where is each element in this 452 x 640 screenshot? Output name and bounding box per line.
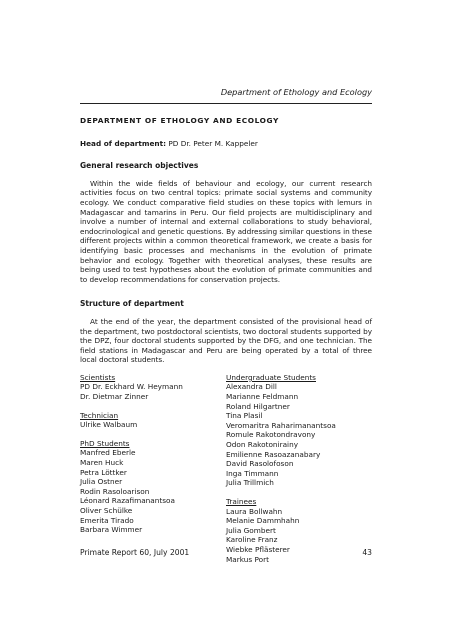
section-title: DEPARTMENT OF ETHOLOGY AND ECOLOGY: [80, 116, 280, 125]
staff-group-title: Undergraduate Students: [226, 372, 316, 382]
staff-member: Dr. Dietmar Zinner: [80, 392, 149, 402]
staff-member: Odon Rakotonirainy: [226, 440, 299, 450]
staff-member: Laura Bollwahn: [226, 506, 283, 516]
page-content: [80, 110, 372, 573]
staff-member: Petra Löttker: [80, 467, 127, 477]
staff-member: Rodin Rasoloarison: [80, 486, 150, 496]
staff-member: Maren Huck: [80, 458, 124, 468]
staff-member: Manfred Eberle: [80, 448, 136, 458]
staff-group: [226, 373, 372, 488]
objectives-heading: General research objectives: [80, 161, 199, 171]
staff-member: Emilienne Rasoazanabary: [226, 449, 321, 459]
staff-left-column: [80, 373, 226, 573]
staff-member: Léonard Razafimanantsoa: [80, 496, 175, 506]
structure-paragraph: At the end of the year, the department consisted of the provisional head of the department, two postdoctoral scientists, two doctoral students supported by the DPZ, four doctoral students supported by the DFG, and one technician. The field stations in Madagascar and Peru are being operated by a total of three local doctoral students.: [80, 316, 372, 365]
staff-member: Julia Trillmich: [226, 478, 274, 488]
staff-member: Alexandra Dill: [226, 382, 277, 392]
page-footer: [80, 548, 372, 557]
staff-group-title: PhD Students: [80, 438, 130, 448]
head-label: Head of department:: [80, 138, 167, 148]
staff-group: [80, 439, 226, 535]
staff-member: Marianne Feldmann: [226, 392, 299, 402]
staff-member: Julia Gombert: [226, 525, 276, 535]
staff-member: Ulrike Walbaum: [80, 420, 138, 430]
staff-member: Melanie Dammhahn: [226, 516, 300, 526]
staff-group-title: Scientists: [80, 372, 116, 382]
structure-heading: Structure of department: [80, 299, 184, 309]
staff-member: Karoline Franz: [226, 535, 278, 545]
staff-group-title: Technician: [80, 410, 119, 420]
header-rule: [80, 103, 372, 104]
staff-member: Markus Port: [226, 554, 269, 564]
staff-member: Roland Hilgartner: [226, 401, 290, 411]
staff-member: Inga Timmann: [226, 468, 279, 478]
staff-member: Oliver Schülke: [80, 506, 133, 515]
staff-member: PD Dr. Eckhard W. Heymann: [80, 382, 183, 392]
objectives-paragraph: Within the wide fields of behaviour and ecology, our current research activities focus on two central topics: primate social systems and community ecology. We conduct comparative field studies on these topics with lemurs in Madagascar and tamarins in Peru. Our field projects are multidisciplinary and involve a number of internal and external collaborations to study behavioral, endocrinological and genetic questions. By addressing similar questions in these different projects within a common theoretical framework, we create a basis for identifying basic processes and mechanisms in the evolution of primate behavior and ecology. Together with theoretical analyses, these results are being used to test hypotheses about the evolution of primate communities and to develop recommendations for conservation projects.: [80, 178, 372, 284]
staff-member: Tina Plasil: [226, 411, 263, 421]
running-head: Department of Ethology and Ecology: [220, 87, 372, 97]
staff-member: Emerita Tirado: [80, 515, 134, 525]
page-number: 43: [362, 548, 372, 557]
footer-publication: Primate Report 60, July 2001: [80, 548, 190, 557]
staff-member: Veromaritra Raharimanantsoa: [226, 420, 336, 430]
staff-lists: [80, 373, 372, 573]
staff-member: Julia Ostner: [80, 477, 123, 487]
staff-group: [80, 411, 226, 430]
staff-member: Romule Rakotondravony: [226, 430, 316, 440]
staff-right-column: [226, 373, 372, 573]
staff-member: Barbara Wimmer: [80, 525, 143, 535]
head-of-department: [80, 139, 372, 149]
head-name: PD Dr. Peter M. Kappeler: [168, 138, 258, 148]
staff-group: [80, 373, 226, 402]
staff-member: David Rasolofoson: [226, 459, 294, 469]
staff-member: Wiebke Pflästerer: [226, 544, 290, 554]
staff-group-title: Trainees: [226, 497, 257, 506]
